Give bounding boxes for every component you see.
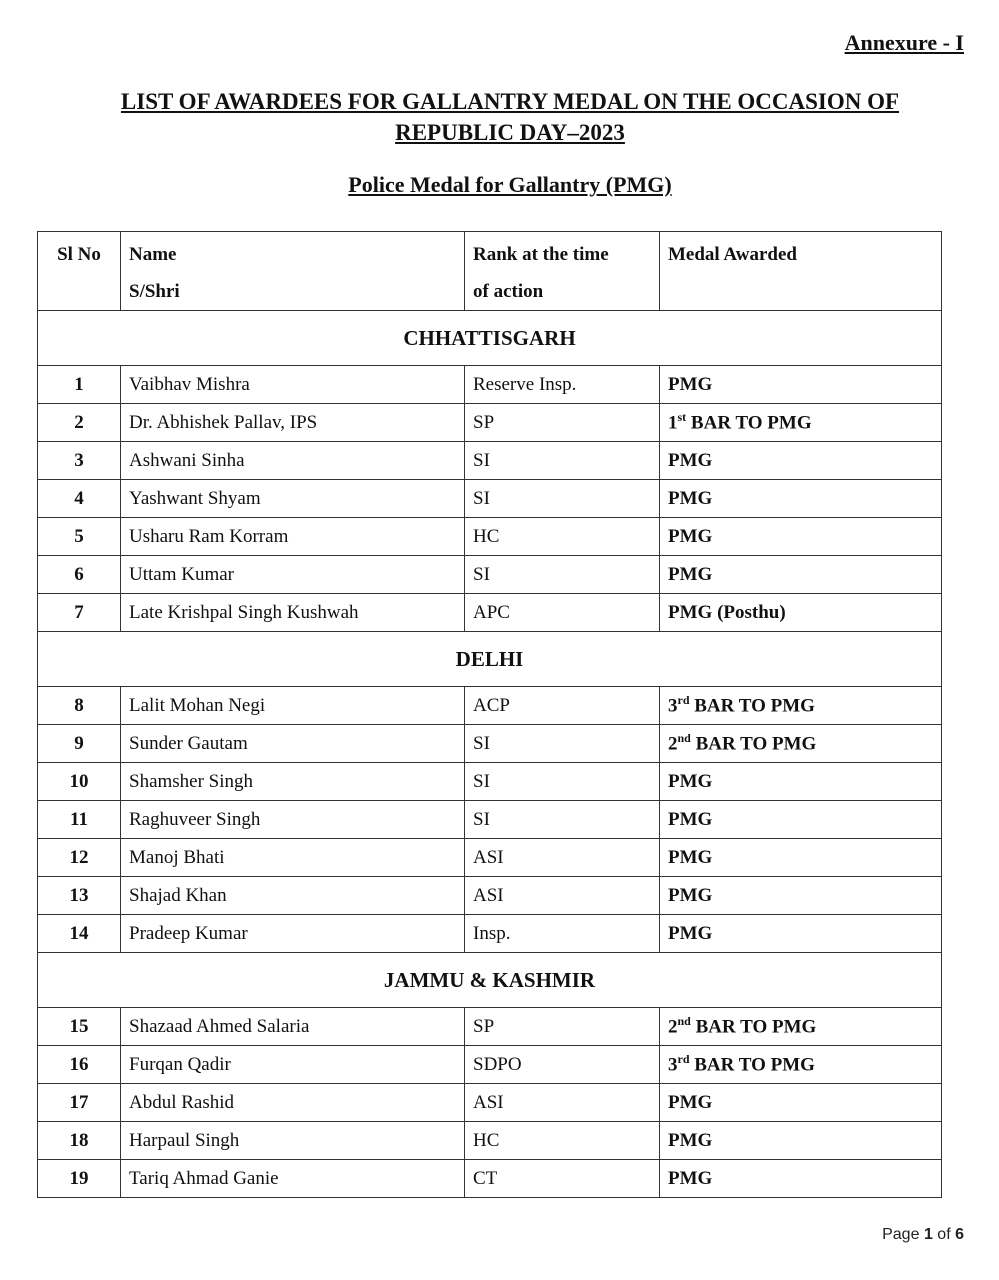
name-cell: Dr. Abhishek Pallav, IPS	[121, 404, 465, 442]
rank-cell: ASI	[465, 877, 660, 915]
medal-text: 3	[668, 695, 678, 717]
rank-cell: ASI	[465, 839, 660, 877]
name-cell: Harpaul Singh	[121, 1122, 465, 1160]
sl-no-cell: 9	[38, 725, 121, 763]
rank-cell: SDPO	[465, 1046, 660, 1084]
name-cell: Lalit Mohan Negi	[121, 687, 465, 725]
name-cell: Furqan Qadir	[121, 1046, 465, 1084]
title-line-2: REPUBLIC DAY–2023	[395, 120, 625, 145]
medal-cell	[660, 594, 942, 632]
name-cell: Usharu Ram Korram	[121, 518, 465, 556]
table-row	[38, 1046, 942, 1084]
name-cell: Vaibhav Mishra	[121, 366, 465, 404]
rank-cell: ASI	[465, 1084, 660, 1122]
medal-cell	[660, 1160, 942, 1198]
sl-no-cell: 1	[38, 366, 121, 404]
medal-text: PMG	[668, 449, 713, 471]
state-name: DELHI	[38, 632, 942, 687]
table-header-row	[38, 232, 942, 311]
name-cell: Shazaad Ahmed Salaria	[121, 1008, 465, 1046]
sl-no-cell: 15	[38, 1008, 121, 1046]
medal-text: PMG	[668, 1091, 713, 1113]
sl-no-cell: 11	[38, 801, 121, 839]
medal-text: PMG	[668, 487, 713, 509]
medal-bar-text: BAR TO PMG	[689, 695, 815, 717]
rank-cell: APC	[465, 594, 660, 632]
header-rank	[465, 232, 660, 311]
rank-cell: SI	[465, 442, 660, 480]
medal-cell	[660, 556, 942, 594]
sl-no-cell: 6	[38, 556, 121, 594]
medal-text: PMG	[668, 770, 713, 792]
medal-cell	[660, 725, 942, 763]
header-sl-no: Sl No	[38, 232, 121, 311]
medal-text: PMG	[668, 373, 713, 395]
medal-text: 2	[668, 1016, 678, 1038]
medal-cell	[660, 1122, 942, 1160]
rank-cell: ACP	[465, 687, 660, 725]
rank-cell: SI	[465, 763, 660, 801]
page-total: 6	[955, 1226, 964, 1243]
header-name-line1: Name	[129, 244, 177, 265]
table-row	[38, 404, 942, 442]
medal-cell	[660, 1008, 942, 1046]
table-row	[38, 442, 942, 480]
rank-cell: HC	[465, 518, 660, 556]
name-cell: Raghuveer Singh	[121, 801, 465, 839]
medal-text: PMG	[668, 846, 713, 868]
medal-text: PMG	[668, 1167, 713, 1189]
medal-cell	[660, 839, 942, 877]
medal-text: PMG	[668, 563, 713, 585]
table-row	[38, 1084, 942, 1122]
sl-no-cell: 13	[38, 877, 121, 915]
medal-cell	[660, 877, 942, 915]
medal-cell	[660, 518, 942, 556]
name-cell: Shamsher Singh	[121, 763, 465, 801]
name-cell: Yashwant Shyam	[121, 480, 465, 518]
header-name-line2: S/Shri	[129, 281, 180, 302]
name-cell: Abdul Rashid	[121, 1084, 465, 1122]
page-current: 1	[923, 1226, 933, 1243]
state-section-row	[38, 632, 942, 687]
medal-ordinal-suffix: st	[677, 410, 687, 425]
rank-cell: SI	[465, 801, 660, 839]
rank-cell: Reserve Insp.	[465, 366, 660, 404]
sl-no-cell: 12	[38, 839, 121, 877]
medal-cell	[660, 1084, 942, 1122]
state-name: JAMMU & KASHMIR	[38, 953, 942, 1008]
table-row	[38, 518, 942, 556]
table-row	[38, 687, 942, 725]
rank-cell: SI	[465, 556, 660, 594]
document-title	[40, 86, 980, 148]
table-row	[38, 1122, 942, 1160]
sl-no-cell: 5	[38, 518, 121, 556]
medal-cell	[660, 763, 942, 801]
table-row	[38, 366, 942, 404]
header-rank-line1: Rank at the time	[473, 244, 609, 265]
sl-no-cell: 19	[38, 1160, 121, 1198]
sl-no-cell: 7	[38, 594, 121, 632]
table-row	[38, 480, 942, 518]
medal-ordinal-suffix: nd	[677, 731, 691, 746]
table-row	[38, 877, 942, 915]
state-name: CHHATTISGARH	[38, 311, 942, 366]
medal-cell	[660, 915, 942, 953]
medal-text: PMG (Posthu)	[668, 601, 786, 623]
rank-cell: HC	[465, 1122, 660, 1160]
name-cell: Pradeep Kumar	[121, 915, 465, 953]
medal-text: PMG	[668, 922, 713, 944]
medal-bar-text: BAR TO PMG	[686, 412, 812, 434]
rank-cell: SI	[465, 480, 660, 518]
table-row	[38, 594, 942, 632]
header-medal: Medal Awarded	[660, 232, 942, 311]
title-line-1: LIST OF AWARDEES FOR GALLANTRY MEDAL ON THE OCCASION OF	[120, 89, 900, 114]
name-cell: Ashwani Sinha	[121, 442, 465, 480]
awardees-table	[37, 231, 942, 1198]
medal-cell	[660, 687, 942, 725]
medal-bar-text: BAR TO PMG	[690, 733, 817, 755]
sl-no-cell: 10	[38, 763, 121, 801]
rank-cell: SI	[465, 725, 660, 763]
medal-text: PMG	[668, 1129, 713, 1151]
sl-no-cell: 3	[38, 442, 121, 480]
medal-ordinal-suffix: rd	[677, 693, 690, 708]
medal-ordinal-suffix: nd	[677, 1014, 691, 1029]
header-rank-line2: of action	[473, 281, 544, 302]
annexure-label: Annexure - I	[844, 30, 964, 55]
medal-cell	[660, 801, 942, 839]
sl-no-cell: 16	[38, 1046, 121, 1084]
name-cell: Late Krishpal Singh Kushwah	[121, 594, 465, 632]
medal-text: PMG	[668, 808, 713, 830]
sl-no-cell: 4	[38, 480, 121, 518]
medal-bar-text: BAR TO PMG	[690, 1016, 817, 1038]
table-row	[38, 763, 942, 801]
sl-no-cell: 18	[38, 1122, 121, 1160]
sl-no-cell: 8	[38, 687, 121, 725]
name-cell: Tariq Ahmad Ganie	[121, 1160, 465, 1198]
of-word: of	[937, 1226, 951, 1243]
sl-no-cell: 2	[38, 404, 121, 442]
medal-cell	[660, 480, 942, 518]
sl-no-cell: 14	[38, 915, 121, 953]
table-row	[38, 801, 942, 839]
table-row	[38, 556, 942, 594]
table-body	[38, 311, 942, 1198]
medal-cell	[660, 1046, 942, 1084]
medal-text: 2	[668, 733, 678, 755]
page-word: Page	[882, 1226, 920, 1243]
table-row	[38, 725, 942, 763]
medal-bar-text: BAR TO PMG	[689, 1054, 815, 1076]
medal-category-heading: Police Medal for Gallantry (PMG)	[348, 172, 672, 197]
table-row	[38, 1160, 942, 1198]
state-section-row	[38, 953, 942, 1008]
page-number	[882, 1226, 964, 1244]
medal-text: 3	[668, 1054, 678, 1076]
name-cell: Uttam Kumar	[121, 556, 465, 594]
state-section-row	[38, 311, 942, 366]
medal-text: 1	[668, 412, 678, 434]
name-cell: Sunder Gautam	[121, 725, 465, 763]
sl-no-cell: 17	[38, 1084, 121, 1122]
header-name	[121, 232, 465, 311]
medal-cell	[660, 366, 942, 404]
rank-cell: SP	[465, 1008, 660, 1046]
name-cell: Manoj Bhati	[121, 839, 465, 877]
medal-text: PMG	[668, 525, 713, 547]
rank-cell: CT	[465, 1160, 660, 1198]
rank-cell: Insp.	[465, 915, 660, 953]
table-row	[38, 839, 942, 877]
rank-cell: SP	[465, 404, 660, 442]
medal-ordinal-suffix: rd	[677, 1052, 690, 1067]
table-row	[38, 915, 942, 953]
name-cell: Shajad Khan	[121, 877, 465, 915]
medal-text: PMG	[668, 884, 713, 906]
medal-cell	[660, 442, 942, 480]
table-row	[38, 1008, 942, 1046]
medal-cell	[660, 404, 942, 442]
